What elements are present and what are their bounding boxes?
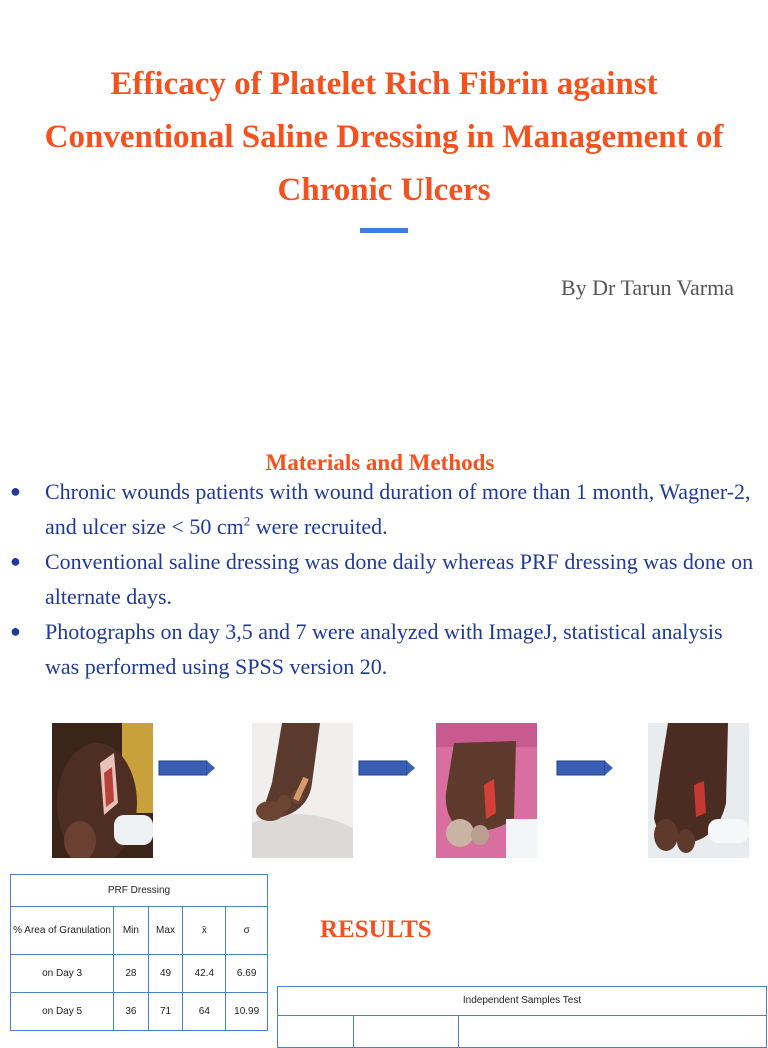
wound-photo-2	[252, 723, 353, 858]
superscript: 2	[243, 513, 251, 529]
bullet-text: were recruited.	[250, 514, 388, 539]
title-underline-rule	[360, 228, 408, 233]
section-heading: Materials and Methods	[265, 450, 495, 475]
slide-title: Efficacy of Platelet Rich Fibrin against Conventional Saline Dressing in Management of Chronic Ulcers	[44, 66, 724, 208]
author-line: By Dr Tarun Varma	[560, 275, 734, 300]
methods-bullet-list	[10, 474, 760, 684]
table-divider	[353, 1016, 354, 1048]
prf-dressing-table	[10, 874, 268, 1031]
bullet-text: Photographs on day 3,5 and 7 were analyzed with ImageJ, statistical analysis was performed using SPSS version 20.	[45, 619, 723, 679]
bullet-dot-icon: ●	[10, 481, 21, 501]
table-cell: on Day 3	[11, 955, 114, 993]
table-cell: 36	[114, 993, 148, 1031]
table-caption: Independent Samples Test	[278, 987, 766, 1016]
bullet-item	[10, 614, 760, 684]
arrow-right-icon	[358, 757, 416, 779]
column-header: σ	[226, 907, 268, 955]
table-caption: PRF Dressing	[11, 875, 268, 907]
bullet-item	[10, 544, 760, 614]
table-row	[11, 993, 268, 1031]
table-row	[11, 955, 268, 993]
table-cell: 6.69	[226, 955, 268, 993]
table-cell: 28	[114, 955, 148, 993]
arrow-right-icon	[556, 757, 614, 779]
bullet-text: Conventional saline dressing was done daily whereas PRF dressing was done on alternate days.	[45, 549, 754, 609]
table-cell: 64	[183, 993, 226, 1031]
wound-photo-1	[52, 723, 153, 858]
wound-photo-4	[648, 723, 749, 858]
column-header: x̄	[183, 907, 226, 955]
table-cell: 10.99	[226, 993, 268, 1031]
table-divider	[458, 1016, 459, 1048]
table-cell: 42.4	[183, 955, 226, 993]
independent-samples-table	[277, 986, 767, 1048]
table-cell: 49	[148, 955, 183, 993]
results-heading: RESULTS	[320, 916, 432, 943]
table-cell: on Day 5	[11, 993, 114, 1031]
column-header: Min	[114, 907, 148, 955]
table-cell: 71	[148, 993, 183, 1031]
bullet-dot-icon: ●	[10, 551, 21, 571]
arrow-right-icon	[158, 757, 216, 779]
column-header: % Area of Granulation	[11, 907, 114, 955]
bullet-text: Chronic wounds patients with wound duration of more than 1 month, Wagner-2, and ulcer size < 50 cm	[45, 479, 751, 539]
bullet-dot-icon: ●	[10, 621, 21, 641]
column-header: Max	[148, 907, 183, 955]
wound-photo-3	[436, 723, 537, 858]
bullet-item	[10, 474, 760, 544]
table-row	[278, 1016, 766, 1048]
